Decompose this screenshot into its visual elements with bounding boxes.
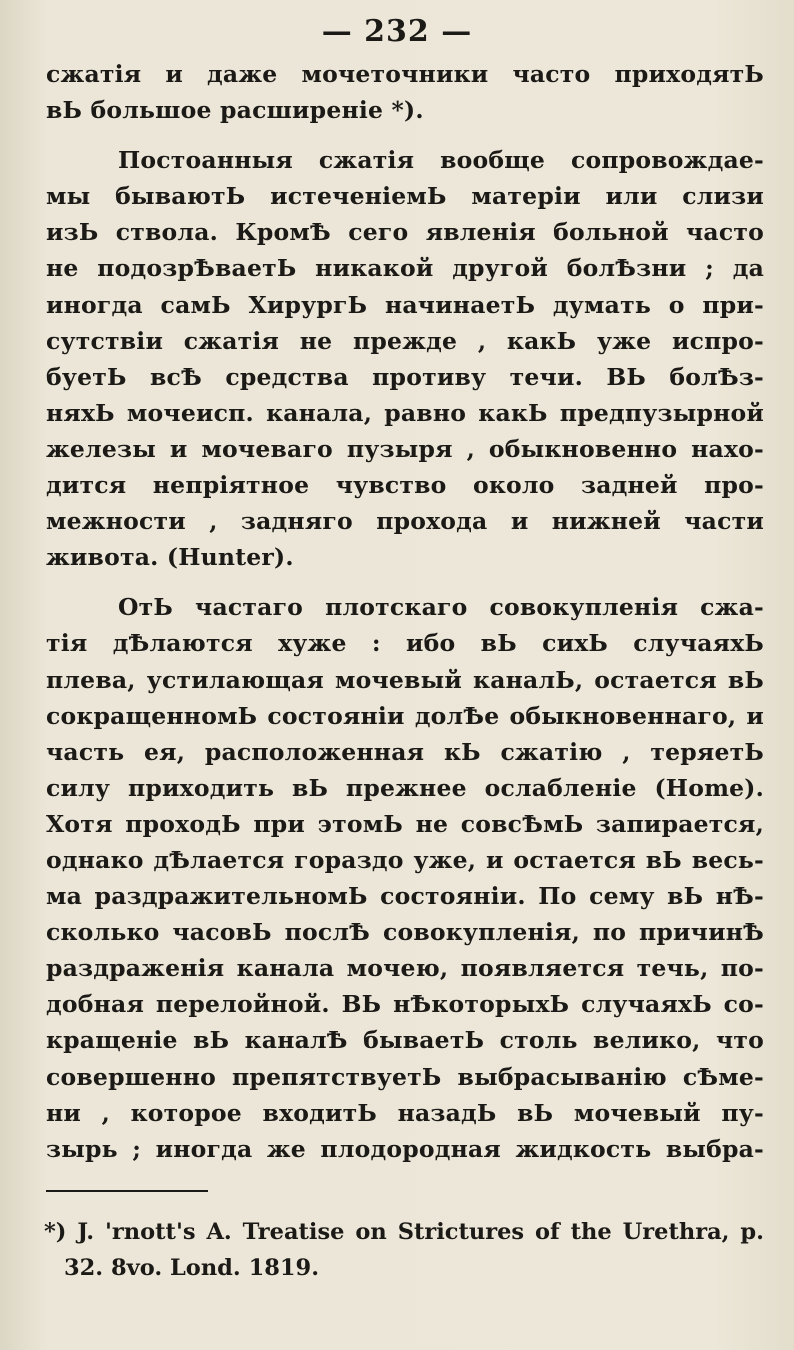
text-line: живота. (Hunter). [46, 543, 294, 572]
footnote-line: *) J. 'rnott's A. Treatise on Strictures of the Urethra, p. [44, 1219, 764, 1245]
paragraph [46, 56, 764, 128]
body-text [46, 56, 764, 1167]
text-line: ма раздражительномЬ состояніи. По сему вЬ нѢ- [46, 882, 764, 911]
text-line: Постоанныя сжатія вообще сопровождае- [118, 146, 764, 175]
text-line: совершенно препятствуетЬ выбрасыванію сѢме- [46, 1062, 764, 1091]
page-number: — 232 — [321, 14, 473, 49]
footnote [44, 1214, 764, 1286]
text-line: тія дѢлаются хуже : ибо вЬ сихЬ случаяхЬ [46, 629, 764, 658]
text-line: ни , которое входитЬ назадЬ вЬ мочевый пу- [46, 1098, 764, 1127]
text-line: дится непріятное чувство около задней про- [46, 471, 764, 500]
paragraph [46, 142, 764, 575]
text-line: буетЬ всѢ средства противу течи. ВЬ болѢз- [46, 362, 764, 391]
text-line: Хотя проходЬ при этомЬ не совсѢмЬ запирается, [46, 809, 764, 838]
text-line: сжатія и даже мочеточники часто приходятЬ [46, 60, 764, 88]
text-line: железы и мочеваго пузыря , обыкновенно нахо- [46, 434, 764, 463]
text-line: силу приходить вЬ прежнее ослабленіе (Home). [46, 773, 764, 802]
text-line: не подозрѢваетЬ никакой другой болѢзни ; да [46, 254, 764, 283]
text-line: однако дѢлается гораздо уже, и остается вЬ весь- [46, 845, 764, 874]
text-line: добная перелойной. ВЬ нѢкоторыхЬ случаяхЬ со- [46, 990, 764, 1019]
footnote-line: 32. 8vo. Lond. 1819. [64, 1255, 320, 1281]
paragraph [46, 589, 764, 1167]
text-line: сутствіи сжатія не прежде , какЬ уже испро- [46, 326, 764, 355]
text-line: вЬ большое расширеніе *). [46, 96, 424, 125]
text-line: сокращенномЬ состояніи долѢе обыкновеннаго, и [46, 701, 764, 730]
text-line: кращеніе вЬ каналѢ бываетЬ столь велико, что [46, 1026, 764, 1055]
text-line: мы бываютЬ истеченіемЬ матеріи или слизи [46, 182, 764, 211]
text-line: зырь ; иногда же плодородная жидкость выбра- [46, 1134, 764, 1163]
text-line: плева, устилающая мочевый каналЬ, остается вЬ [46, 665, 764, 694]
text-line: раздраженія канала мочею, появляется течь, по- [46, 954, 764, 983]
text-line: няхЬ мочеисп. канала, равно какЬ предпузырной [46, 398, 764, 427]
footnote-divider [46, 1190, 208, 1192]
text-line: ОтЬ частаго плотскаго совокупленія сжа- [118, 593, 764, 622]
text-line: иногда самЬ ХирургЬ начинаетЬ думать о при- [46, 290, 764, 319]
text-line: изЬ ствола. КромѢ сего явленія больной часто [46, 218, 764, 247]
text-line: межности , задняго прохода и нижней части [46, 507, 764, 536]
text-line: сколько часовЬ послѢ совокупленія, по причинѢ [46, 918, 764, 947]
text-line: часть ея, расположенная кЬ сжатію , теряетЬ [46, 737, 764, 766]
